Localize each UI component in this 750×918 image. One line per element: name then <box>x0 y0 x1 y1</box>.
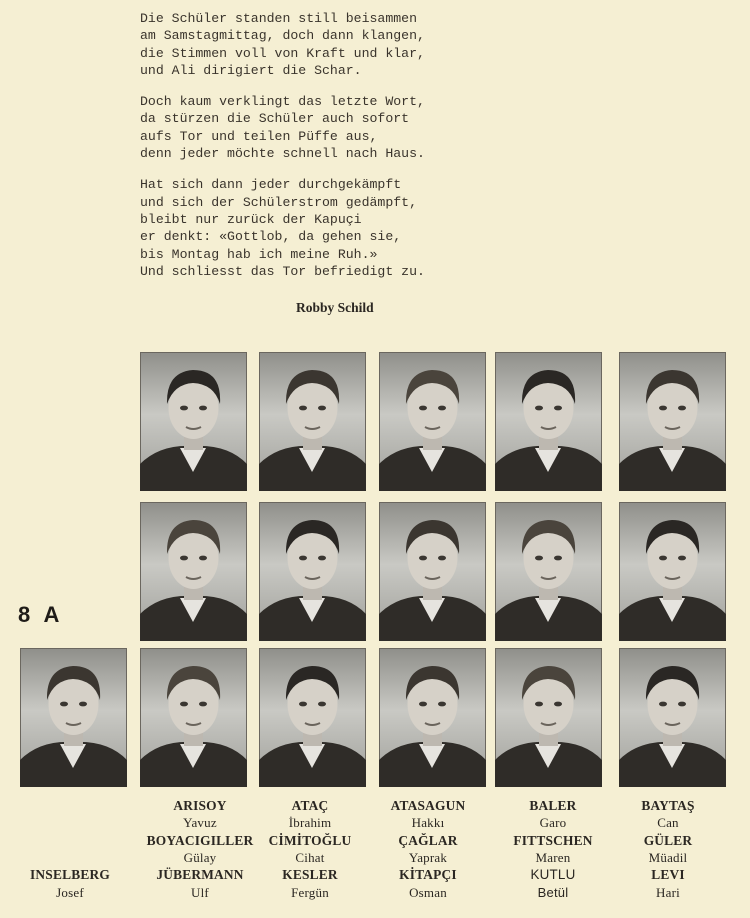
student-given-name: Hakkı <box>411 815 445 830</box>
student-portrait-photo <box>259 648 366 787</box>
student-portrait-photo <box>495 502 602 641</box>
student-given-name: Fergün <box>291 885 329 900</box>
student-portrait-photo <box>140 352 247 491</box>
student-given-name: İbrahim <box>288 815 332 830</box>
student-given-name: Garo <box>539 815 567 830</box>
student-surname: LEVI <box>651 867 685 882</box>
student-portrait-photo <box>619 648 726 787</box>
poem-line: er denkt: «Gottlob, da gehen sie, <box>140 229 402 245</box>
student-given-name: Hari <box>656 885 680 900</box>
student-surname: BALER <box>529 798 577 813</box>
poem <box>140 10 500 294</box>
student-portrait-photo <box>259 502 366 641</box>
student-surname: FITTSCHEN <box>513 833 593 848</box>
student-surname: KUTLU <box>530 867 576 882</box>
student-surname: ÇAĞLAR <box>398 833 458 848</box>
student-surname: CİMİTOĞLU <box>268 833 352 848</box>
poem-line: Hat sich dann jeder durchgekämpft <box>140 177 402 193</box>
class-label: 8 A <box>18 602 64 627</box>
poem-author: Robby Schild <box>296 300 374 315</box>
student-portrait-photo <box>140 648 247 787</box>
student-surname: GÜLER <box>643 833 693 848</box>
poem-line: Und schliesst das Tor befriedigt zu. <box>140 263 425 279</box>
poem-stanza-2 <box>140 93 500 162</box>
student-surname: JÜBERMANN <box>156 867 244 882</box>
poem-line: denn jeder möchte schnell nach Haus. <box>140 146 425 162</box>
student-surname: KESLER <box>282 867 338 882</box>
poem-line: da stürzen die Schüler auch sofort <box>140 111 410 127</box>
student-given-name: Maren <box>535 850 571 865</box>
poem-line: die Stimmen voll von Kraft und klar, <box>140 45 425 61</box>
student-given-name: Müadil <box>648 850 688 865</box>
poem-line: und sich der Schülerstrom gedämpft, <box>140 194 417 210</box>
student-given-name: Gülay <box>183 850 217 865</box>
poem-line: und Ali dirigiert die Schar. <box>140 62 362 78</box>
student-portrait-photo <box>259 352 366 491</box>
poem-line: am Samstagmittag, doch dann klangen, <box>140 28 425 44</box>
poem-stanza-1 <box>140 10 500 79</box>
student-surname: ATAÇ <box>291 798 329 813</box>
student-given-name: Josef <box>56 885 84 900</box>
student-surname: ATASAGUN <box>390 798 466 813</box>
poem-line: Doch kaum verklingt das letzte Wort, <box>140 94 425 110</box>
student-given-name: Yavuz <box>183 815 217 830</box>
student-portrait-photo <box>379 352 486 491</box>
student-surname: ARISOY <box>173 798 227 813</box>
student-surname: KİTAPÇI <box>399 867 457 882</box>
student-surname: INSELBERG <box>30 867 110 882</box>
student-portrait-photo <box>140 502 247 641</box>
student-given-name: Cihat <box>295 850 325 865</box>
poem-line: bleibt nur zurück der Kapuçi <box>140 211 362 227</box>
student-portrait-photo <box>495 352 602 491</box>
poem-line: aufs Tor und teilen Püffe aus, <box>140 128 378 144</box>
student-portrait-photo <box>619 502 726 641</box>
student-portrait-photo <box>495 648 602 787</box>
name-list <box>0 795 750 918</box>
student-given-name: Betül <box>537 885 569 900</box>
student-given-name: Osman <box>409 885 447 900</box>
student-surname: BAYTAŞ <box>641 798 695 813</box>
student-given-name: Ulf <box>191 885 209 900</box>
student-portrait-photo <box>20 648 127 787</box>
student-given-name: Yaprak <box>408 850 448 865</box>
poem-stanza-3 <box>140 176 500 280</box>
poem-line: bis Montag hab ich meine Ruh.» <box>140 246 378 262</box>
student-portrait-photo <box>619 352 726 491</box>
student-surname: BOYACIGILLER <box>146 833 254 848</box>
student-given-name: Can <box>657 815 679 830</box>
student-portrait-photo <box>379 502 486 641</box>
student-portrait-photo <box>379 648 486 787</box>
poem-line: Die Schüler standen still beisammen <box>140 11 417 26</box>
